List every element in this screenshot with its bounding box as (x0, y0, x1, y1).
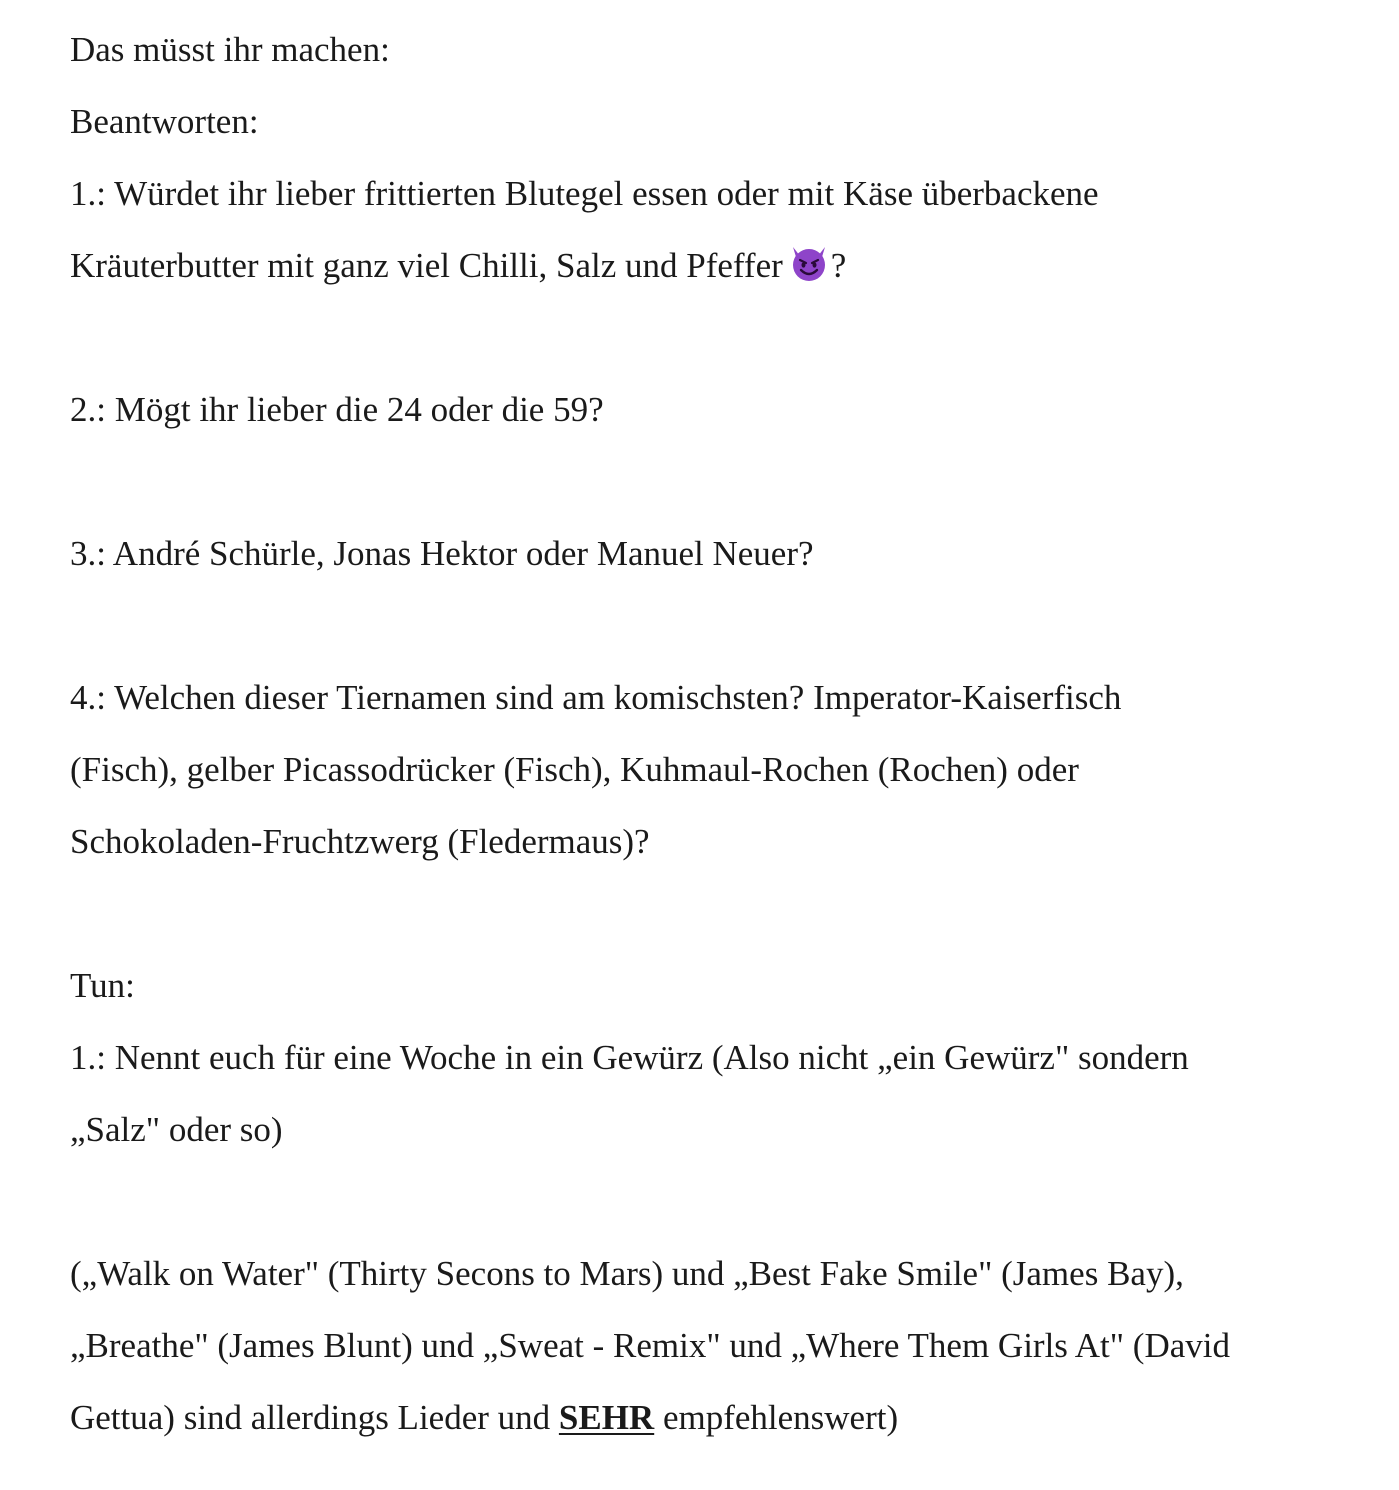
songs-line-3-start: Gettua) sind allerdings Lieder und (70, 1398, 559, 1437)
spacer (70, 446, 1380, 518)
songs-line-3-end: empfehlenswert) (654, 1398, 899, 1437)
question-1-line-2-text: Kräuterbutter mit ganz viel Chilli, Salz und Pfeffer (70, 246, 783, 285)
question-2: 2.: Mögt ihr lieber die 24 oder die 59? (70, 390, 604, 429)
question-1-end: ? (830, 246, 847, 285)
question-4-line-3: Schokoladen-Fruchtzwerg (Fledermaus)? (70, 822, 650, 861)
smiling-devil-icon (789, 243, 829, 283)
answer-heading: Beantworten: (70, 102, 259, 141)
do-heading: Tun: (70, 966, 135, 1005)
songs-line-2: „Breathe" (James Blunt) und „Sweat - Remix" und „Where Them Girls At" (David (70, 1326, 1230, 1365)
spacer (70, 590, 1380, 662)
task-1-line-1: 1.: Nennt euch für eine Woche in ein Gewürz (Also nicht „ein Gewürz" sondern (70, 1038, 1189, 1077)
question-1-line-1: 1.: Würdet ihr lieber frittierten Blutegel essen oder mit Käse überbackene (70, 174, 1099, 213)
spacer (70, 1166, 1380, 1238)
spacer (70, 302, 1380, 374)
spacer (70, 878, 1380, 950)
songs-line-3 (70, 1382, 1380, 1454)
question-4-line-1: 4.: Welchen dieser Tiernamen sind am komischsten? Imperator-Kaiserfisch (70, 678, 1122, 717)
intro-line: Das müsst ihr machen: (70, 30, 390, 69)
task-1-line-2: „Salz" oder so) (70, 1110, 283, 1149)
document-body (70, 14, 1380, 1454)
emphasis-sehr: SEHR (558, 1398, 655, 1437)
question-3: 3.: André Schürle, Jonas Hektor oder Manuel Neuer? (70, 534, 814, 573)
songs-line-1: („Walk on Water" (Thirty Secons to Mars) und „Best Fake Smile" (James Bay), (70, 1254, 1184, 1293)
question-1-line-2 (70, 230, 1380, 302)
question-4-line-2: (Fisch), gelber Picassodrücker (Fisch), Kuhmaul-Rochen (Rochen) oder (70, 750, 1079, 789)
